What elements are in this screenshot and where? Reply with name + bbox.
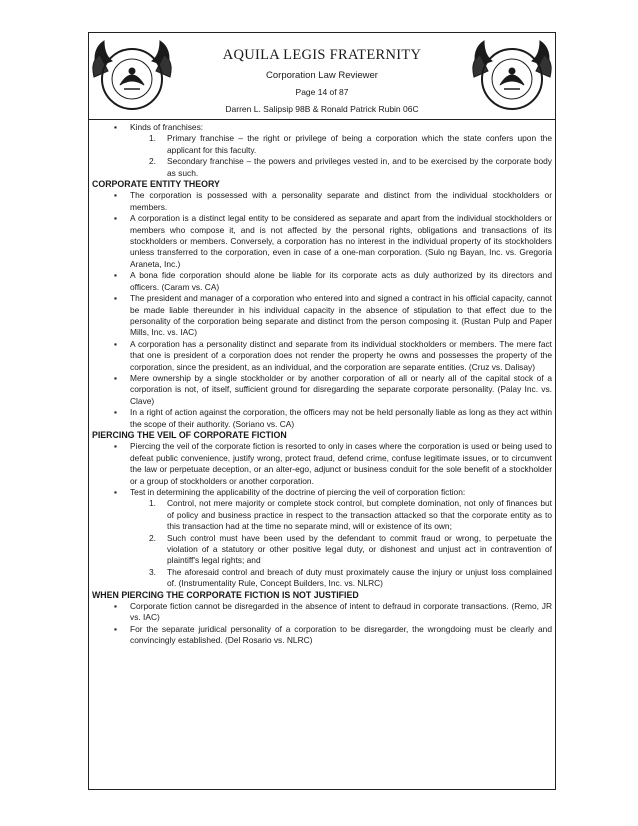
bullet-square-icon: ▪ — [114, 122, 117, 132]
bullet-text: A corporation is a distinct legal entity to be considered as separate and apart from the individual stockholders or members who compose it, and is not affected by the personal rights, obligations and transactions of its stockholders or members. Conversely, a corporation has no interest in the individual property of its stockholders unless transferred to the corporation, even in case of a one-man corporation. (Sulo ng Bayan, Inc. vs. Gregoria Araneta, Inc.) — [130, 213, 552, 269]
bullet-text: In a right of action against the corporation, the officers may not be held personally liable as long as they act within the scope of their authority. (Soriano vs. CA) — [130, 407, 552, 429]
bullet-square-icon: ▪ — [114, 623, 117, 634]
item-number: 3. — [149, 566, 156, 577]
bullet-square-icon: ▪ — [114, 441, 117, 452]
numbered-item — [92, 567, 552, 590]
bullet-item — [92, 270, 552, 293]
bullet-item — [92, 487, 552, 498]
bullet-text: Corporate fiction cannot be disregarded in the absence of intent to defraud in corporate transactions. (Remo, JR vs. IAC) — [130, 601, 552, 623]
bullet-square-icon: ▪ — [114, 190, 117, 201]
fraternity-seal-right — [470, 37, 554, 115]
numbered-item — [92, 156, 552, 179]
bullet-item — [92, 601, 552, 624]
numbered-item-text: Control, not mere majority or complete stock control, but complete domination, not only of finances but of policy and business practice in respect to the transaction attacked so that the corporate entity as to this transaction had at the time no separate mind, will or existence of its own; — [167, 498, 552, 532]
section-heading: CORPORATE ENTITY THEORY — [92, 179, 220, 190]
bullet-square-icon: ▪ — [114, 487, 117, 497]
numbered-item — [92, 498, 552, 532]
numbered-item-text: Such control must have been used by the defendant to commit fraud or wrong, to perpetuate the violation of a statutory or other positive legal duty, or dishonest and unjust act in contravention of plaintiff's legal rights; and — [167, 532, 552, 566]
section-heading: WHEN PIERCING THE CORPORATE FICTION IS NOT JUSTIFIED — [92, 589, 359, 600]
bullet-square-icon: ▪ — [114, 270, 117, 281]
document-subtitle: Corporation Law Reviewer — [266, 70, 378, 81]
bullet-item — [92, 122, 552, 133]
bullet-text: A bona fide corporation should alone be liable for its corporate acts as duly authorized by its directors and officers. (Caram vs. CA) — [130, 270, 552, 292]
fraternity-seal-left — [90, 37, 174, 115]
bullet-item — [92, 441, 552, 487]
page-frame — [88, 32, 556, 790]
bullet-item — [92, 339, 552, 373]
bullet-item — [92, 624, 552, 647]
bullet-text: Test in determining the applicability of the doctrine of piercing the veil of corporation fiction: — [130, 487, 466, 497]
bullet-item — [92, 373, 552, 407]
section-heading: PIERCING THE VEIL OF CORPORATE FICTION — [92, 429, 287, 440]
bullet-text: For the separate juridical personality of a corporation to be disregarder, the wrongdoing must be clearly and convincingly established. (Del Rosario vs. NLRC) — [130, 623, 552, 646]
numbered-item — [92, 533, 552, 567]
bullet-square-icon: ▪ — [114, 372, 117, 383]
item-number: 1. — [149, 498, 156, 509]
bullet-text: Mere ownership by a single stockholder or by another corporation of all or nearly all of the capital stock of a corporation is not, of itself, sufficient ground for disregarding the separate corporate personality. (Palay Inc. vs. Clave) — [130, 372, 552, 406]
numbered-item-text: Primary franchise – the right or privilege of being a corporation which the state confers upon the applicant for this faculty. — [167, 133, 552, 155]
bullet-square-icon: ▪ — [114, 407, 117, 418]
bullet-text: A corporation has a personality distinct and separate from its individual stockholders or members. The mere fact that one is president of a corporation does not render the property he owns and possesses the property of the corporation, since the president, as an individual, and the corporation are separate entities. (Cruz vs. Dalisay) — [130, 338, 552, 372]
bullet-square-icon: ▪ — [114, 293, 117, 304]
bullet-item — [92, 190, 552, 213]
item-number: 2. — [149, 156, 156, 167]
numbered-item — [92, 133, 552, 156]
item-number: 2. — [149, 532, 156, 543]
bullet-square-icon: ▪ — [114, 213, 117, 224]
fraternity-title: AQUILA LEGIS FRATERNITY — [222, 47, 422, 63]
item-number: 1. — [149, 133, 156, 144]
bullet-text: The corporation is possessed with a personality separate and distinct from the individual stockholders or members. — [130, 190, 552, 212]
bullet-text: Piercing the veil of the corporate fiction is resorted to only in cases where the corporation is used or being used to defeat public convenience, justify wrong, protect fraud, defend crime, confuse legitimate issues, or to circumvent the law or perpetuate deception, or an alter-ego, adjunct or business conduit for the sole benefit of a stockholder or a group of stockholders or another corporation. — [130, 441, 552, 486]
document-body — [92, 122, 552, 647]
bullet-square-icon: ▪ — [114, 338, 117, 349]
numbered-item-text: Secondary franchise – the powers and privileges vested in, and to be exercised by the corporate body as such. — [167, 156, 552, 178]
bullet-text: Kinds of franchises: — [130, 122, 204, 132]
bullet-text: The president and manager of a corporation who entered into and signed a contract in his official capacity, cannot be made liable thereunder in his individual capacity in the absence of stipulation to that effect due to the personality of the corporation being separate and distinct from the person composing it. (Rustan Pulp and Paper Mills, Inc. vs. IAC) — [130, 293, 552, 338]
authors-line: Darren L. Salipsip 98B & Ronald Patrick Rubin 06C — [225, 104, 419, 114]
numbered-item-text: The aforesaid control and breach of duty must proximately cause the injury or unjust loss complained of. (Instrumentality Rule, Concept Builders, Inc. vs. NLRC) — [167, 566, 552, 589]
bullet-square-icon: ▪ — [114, 601, 117, 612]
bullet-item — [92, 213, 552, 270]
page-header — [89, 33, 555, 120]
page-number: Page 14 of 87 — [295, 87, 349, 97]
bullet-item — [92, 407, 552, 430]
bullet-item — [92, 293, 552, 339]
